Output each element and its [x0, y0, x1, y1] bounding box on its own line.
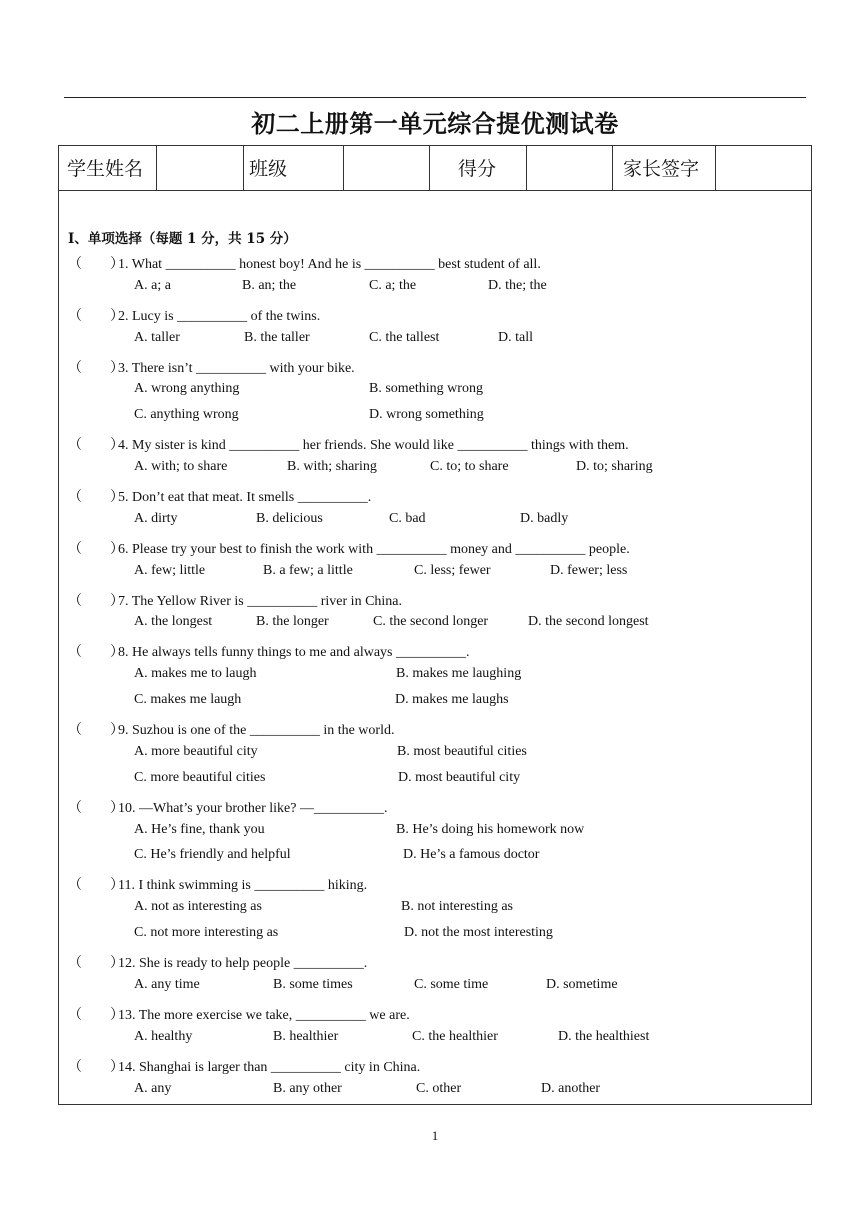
option-row [68, 822, 808, 848]
answer-option: C. makes me laugh [134, 692, 242, 708]
answer-option: D. the; the [488, 277, 547, 293]
parent-signature-label: 家长签字 [613, 145, 716, 191]
question-section [68, 226, 808, 1106]
answer-blank[interactable]: （ ） [68, 1007, 124, 1023]
question-text: 12. She is ready to help people __________. [118, 956, 368, 972]
answer-option: D. fewer; less [550, 562, 628, 578]
answer-option: B. delicious [256, 510, 323, 526]
question-stem [68, 304, 808, 330]
question-text: 10. —What’s your brother like? —__________. [118, 800, 388, 816]
question-list [68, 252, 808, 1106]
question-text: 8. He always tells funny things to me and always __________. [118, 645, 470, 661]
option-row [68, 407, 808, 433]
answer-option: A. dirty [134, 510, 178, 526]
option-row [68, 692, 808, 718]
option-row [68, 847, 808, 873]
answer-option: B. healthier [273, 1028, 339, 1044]
option-row [68, 511, 808, 537]
page-number: 1 [431, 1128, 439, 1143]
section-title: I、单项选择（每题 1 分，共 15 分） [68, 231, 297, 247]
answer-option: C. some time [414, 976, 489, 992]
answer-option: D. another [541, 1080, 601, 1096]
answer-blank[interactable]: （ ） [68, 645, 124, 661]
answer-blank[interactable]: （ ） [68, 878, 124, 894]
question-text: 7. The Yellow River is __________ river in China. [118, 593, 403, 609]
answer-option: C. the healthier [412, 1028, 498, 1044]
answer-blank[interactable]: （ ） [68, 723, 124, 739]
option-row [68, 925, 808, 951]
answer-blank[interactable]: （ ） [68, 593, 124, 609]
answer-option: D. makes me laughs [395, 692, 509, 708]
student-info-row [58, 145, 812, 191]
option-row [68, 1081, 808, 1107]
parent-signature-field[interactable] [716, 145, 812, 191]
student-name-field[interactable] [157, 145, 244, 191]
answer-option: C. anything wrong [134, 407, 239, 423]
answer-option: A. with; to share [134, 459, 228, 475]
answer-option: B. any other [273, 1080, 342, 1096]
question-stem [68, 951, 808, 977]
answer-option: B. something wrong [369, 381, 483, 397]
answer-option: A. wrong anything [134, 381, 240, 397]
question-stem [68, 640, 808, 666]
answer-option: C. bad [389, 510, 426, 526]
answer-option: C. more beautiful cities [134, 769, 266, 785]
answer-option: B. most beautiful cities [397, 743, 527, 759]
option-row [68, 278, 808, 304]
answer-option: C. He’s friendly and helpful [134, 847, 291, 863]
answer-option: B. a few; a little [263, 562, 353, 578]
question-text: 5. Don’t eat that meat. It smells __________. [118, 490, 372, 506]
answer-blank[interactable]: （ ） [68, 541, 124, 557]
answer-option: A. He’s fine, thank you [134, 821, 265, 837]
answer-option: B. an; the [242, 277, 297, 293]
option-row [68, 614, 808, 640]
question-stem [68, 589, 808, 615]
answer-option: C. a; the [369, 277, 417, 293]
option-row [68, 1029, 808, 1055]
answer-blank[interactable]: （ ） [68, 438, 124, 454]
answer-option: C. less; fewer [414, 562, 491, 578]
answer-option: D. sometime [546, 976, 618, 992]
answer-option: C. not more interesting as [134, 925, 279, 941]
question-stem [68, 252, 808, 278]
answer-option: C. to; to share [430, 459, 509, 475]
answer-option: D. badly [520, 510, 569, 526]
answer-option: D. He’s a famous doctor [403, 847, 540, 863]
question-stem [68, 1003, 808, 1029]
option-row [68, 381, 808, 407]
option-row [68, 744, 808, 770]
answer-option: B. not interesting as [401, 899, 513, 915]
answer-option: B. some times [273, 976, 353, 992]
option-row [68, 459, 808, 485]
answer-option: A. not as interesting as [134, 899, 262, 915]
question-text: 2. Lucy is __________ of the twins. [118, 308, 321, 324]
answer-option: A. any time [134, 976, 200, 992]
page-title: 初二上册第一单元综合提优测试卷 [251, 109, 619, 138]
answer-option: A. the longest [134, 614, 213, 630]
class-label: 班级 [244, 145, 344, 191]
answer-option: B. makes me laughing [396, 666, 522, 682]
answer-option: A. taller [134, 329, 180, 345]
answer-blank[interactable]: （ ） [68, 308, 124, 324]
answer-blank[interactable]: （ ） [68, 257, 124, 272]
answer-blank[interactable]: （ ） [68, 956, 124, 972]
option-row [68, 666, 808, 692]
answer-option: B. He’s doing his homework now [396, 821, 585, 837]
header-rule [64, 97, 806, 98]
answer-option: D. to; sharing [576, 459, 653, 475]
answer-option: D. the healthiest [558, 1028, 650, 1044]
answer-option: D. not the most interesting [404, 925, 553, 941]
student-name-label: 学生姓名 [58, 145, 157, 191]
question-stem [68, 485, 808, 511]
question-text: 11. I think swimming is __________ hiking. [118, 878, 368, 894]
option-row [68, 330, 808, 356]
answer-blank[interactable]: （ ） [68, 1059, 124, 1075]
option-row [68, 770, 808, 796]
question-text: 9. Suzhou is one of the __________ in the world. [118, 723, 395, 739]
question-stem [68, 433, 808, 459]
answer-blank[interactable]: （ ） [68, 800, 124, 816]
class-field[interactable] [344, 145, 430, 191]
answer-blank[interactable]: （ ） [68, 360, 124, 376]
question-text: 1. What __________ honest boy! And he is __________ best student of all. [118, 257, 541, 272]
option-row [68, 563, 808, 589]
answer-option: A. any [134, 1080, 172, 1096]
question-stem [68, 1055, 808, 1081]
score-field[interactable] [527, 145, 613, 191]
answer-option: A. more beautiful city [134, 743, 258, 759]
answer-option: B. the longer [256, 614, 329, 630]
answer-option: D. tall [498, 329, 533, 345]
answer-option: A. a; a [134, 277, 171, 293]
question-stem [68, 718, 808, 744]
answer-option: D. most beautiful city [398, 769, 521, 785]
answer-blank[interactable]: （ ） [68, 490, 124, 506]
answer-option: C. the second longer [373, 614, 489, 630]
answer-option: D. wrong something [369, 407, 484, 423]
question-text: 14. Shanghai is larger than __________ city in China. [118, 1059, 421, 1075]
question-stem [68, 537, 808, 563]
score-label: 得分 [430, 145, 527, 191]
answer-option: A. makes me to laugh [134, 666, 257, 682]
option-row [68, 899, 808, 925]
answer-option: A. healthy [134, 1028, 193, 1044]
answer-option: A. few; little [134, 562, 206, 578]
option-row [68, 977, 808, 1003]
question-text: 4. My sister is kind __________ her friends. She would like __________ things with them. [118, 438, 629, 454]
answer-option: B. the taller [244, 329, 310, 345]
question-text: 6. Please try your best to finish the work with __________ money and __________ people. [118, 541, 630, 557]
question-text: 3. There isn’t __________ with your bike. [118, 360, 355, 376]
question-text: 13. The more exercise we take, __________ we are. [118, 1007, 410, 1023]
answer-option: C. other [416, 1080, 462, 1096]
question-stem [68, 873, 808, 899]
question-stem [68, 796, 808, 822]
question-stem [68, 356, 808, 382]
answer-option: C. the tallest [369, 329, 440, 345]
answer-option: D. the second longest [528, 614, 649, 630]
answer-option: B. with; sharing [287, 459, 377, 475]
